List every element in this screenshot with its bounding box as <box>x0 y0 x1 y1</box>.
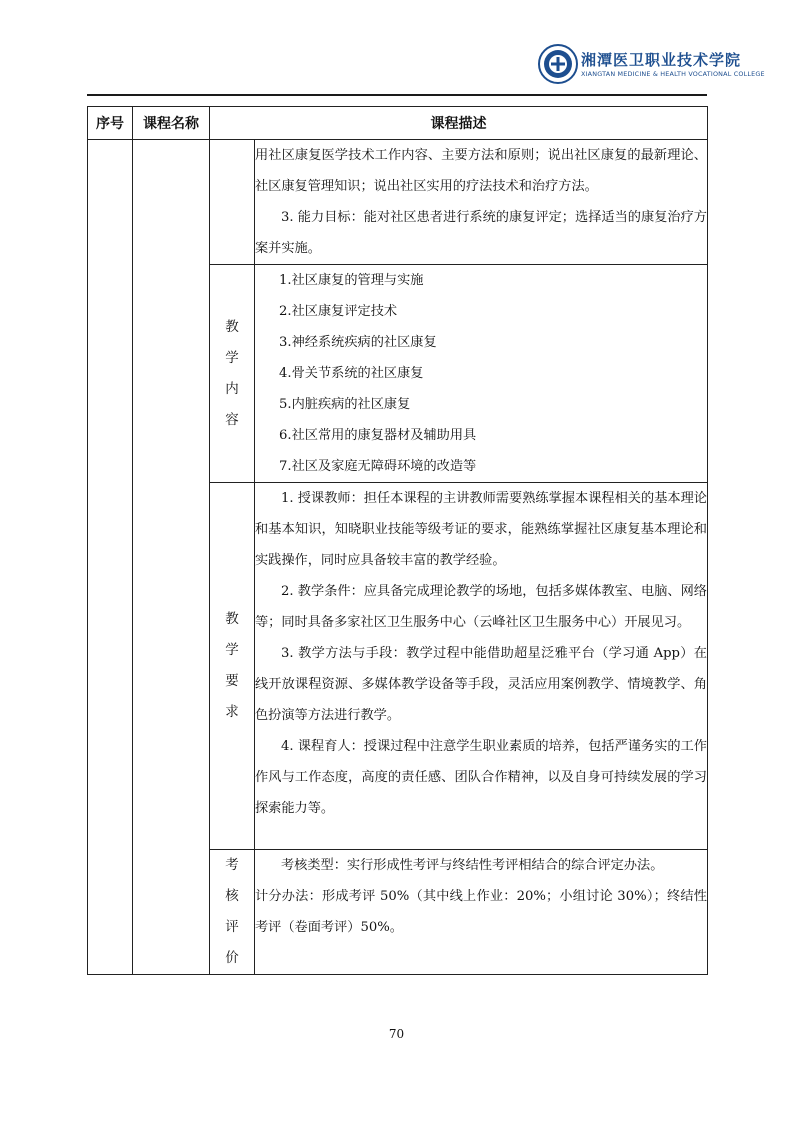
school-name-cn: 湘潭医卫职业技术学院 <box>581 51 742 69</box>
list-item: 2.社区康复评定技术 <box>279 304 398 319</box>
goals-paragraph: 3. 能力目标：能对社区患者进行系统的康复评定；选择适当的康复治疗方案并实施。 <box>255 210 707 256</box>
list-item: 5.内脏疾病的社区康复 <box>279 397 411 412</box>
course-name-cell <box>133 140 210 975</box>
header-serial: 序号 <box>88 107 133 140</box>
header-divider <box>87 94 707 96</box>
goals-label-cell <box>210 140 255 265</box>
assessment-paragraph: 计分办法：形成考评 50%（其中线上作业：20%；小组讨论 30%）；终结性考评（卷面考评）50%。 <box>255 889 707 935</box>
table-header-row <box>88 107 708 140</box>
assessment-paragraph: 考核类型：实行形成性考评与终结性考评相结合的综合评定办法。 <box>281 858 664 873</box>
page-number: 70 <box>388 1027 405 1041</box>
school-logo <box>538 44 765 88</box>
serial-cell <box>88 140 133 975</box>
school-name-en: XIANGTAN MEDICINE & HEALTH VOCATIONAL COLLEGE <box>581 70 765 78</box>
requirements-content <box>255 483 708 850</box>
content-label: 教学内容 <box>210 265 255 483</box>
requirements-paragraph: 2. 教学条件：应具备完成理论教学的场地，包括多媒体教室、电脑、网络等；同时具备多家社区卫生服务中心（云峰社区卫生服务中心）开展见习。 <box>255 584 707 630</box>
goals-content <box>255 140 708 265</box>
list-item: 3.神经系统疾病的社区康复 <box>279 335 437 350</box>
school-emblem-icon <box>538 44 578 84</box>
goals-paragraph: 用社区康复医学技术工作内容、主要方法和原则；说出社区康复的最新理论、社区康复管理知识；说出社区实用的疗法技术和治疗方法。 <box>255 148 707 194</box>
requirements-paragraph: 3. 教学方法与手段：教学过程中能借助超星泛雅平台（学习通 App）在线开放课程资源、多媒体教学设备等手段，灵活应用案例教学、情境教学、角色扮演等方法进行教学。 <box>255 646 707 723</box>
header-course-description: 课程描述 <box>210 107 708 140</box>
list-item: 4.骨关节系统的社区康复 <box>279 366 424 381</box>
requirements-paragraph: 1. 授课教师：担任本课程的主讲教师需要熟练掌握本课程相关的基本理论和基本知识，知晓职业技能等级考证的要求，能熟练掌握社区康复基本理论和实践操作，同时应具备较丰富的教学经验。 <box>255 491 707 568</box>
header-course-name: 课程名称 <box>133 107 210 140</box>
list-item: 7.社区及家庭无障碍环境的改造等 <box>279 459 477 474</box>
list-item: 6.社区常用的康复器材及辅助用具 <box>279 428 477 443</box>
assessment-content <box>255 850 708 975</box>
assessment-label: 考核评价 <box>210 850 255 975</box>
requirements-paragraph: 4. 课程育人：授课过程中注意学生职业素质的培养，包括严谨务实的工作作风与工作态度，高度的责任感、团队合作精神，以及自身可持续发展的学习探索能力等。 <box>255 739 707 816</box>
table-row-goals <box>88 140 708 265</box>
requirements-label: 教学要求 <box>210 483 255 850</box>
course-table <box>87 106 708 975</box>
list-item: 1.社区康复的管理与实施 <box>279 273 424 288</box>
content-list <box>255 265 708 483</box>
